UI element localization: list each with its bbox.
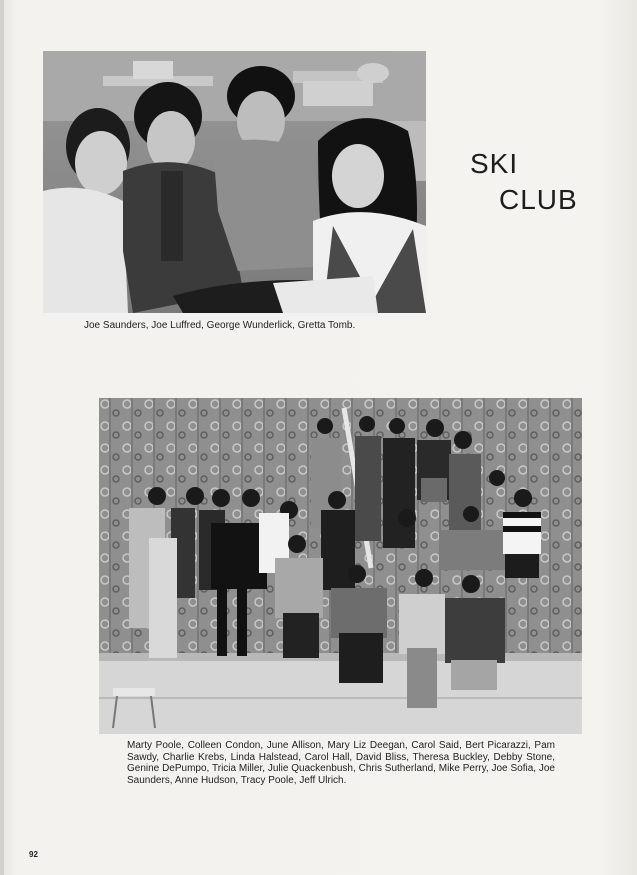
section-title-line1: SKI <box>470 148 519 179</box>
group-photo-caption: Marty Poole, Colleen Condon, June Allison, Mary Liz Deegan, Carol Said, Bert Picarazzi, Pam Sawdy, Charlie Krebs, Linda Halstead, Carol Hall, David Bliss, Theresa Buckley, Debby Stone, Genine DePumpo, Tricia Miller, Julie Quackenbush, Chris Sutherland, Mike Perry, Joe Sofia, Joe Saunders, Anne Hudson, Tracy Poole, Jeff Ulrich. <box>127 740 555 786</box>
section-title-line2: CLUB <box>499 184 578 215</box>
page-binding-edge <box>0 0 4 875</box>
top-photo-caption: Joe Saunders, Joe Luffred, George Wunderlick, Gretta Tomb. <box>84 320 356 331</box>
ski-club-group-photo <box>99 398 582 734</box>
page-number: 92 <box>29 850 38 859</box>
ski-club-candid-photo <box>43 51 426 313</box>
